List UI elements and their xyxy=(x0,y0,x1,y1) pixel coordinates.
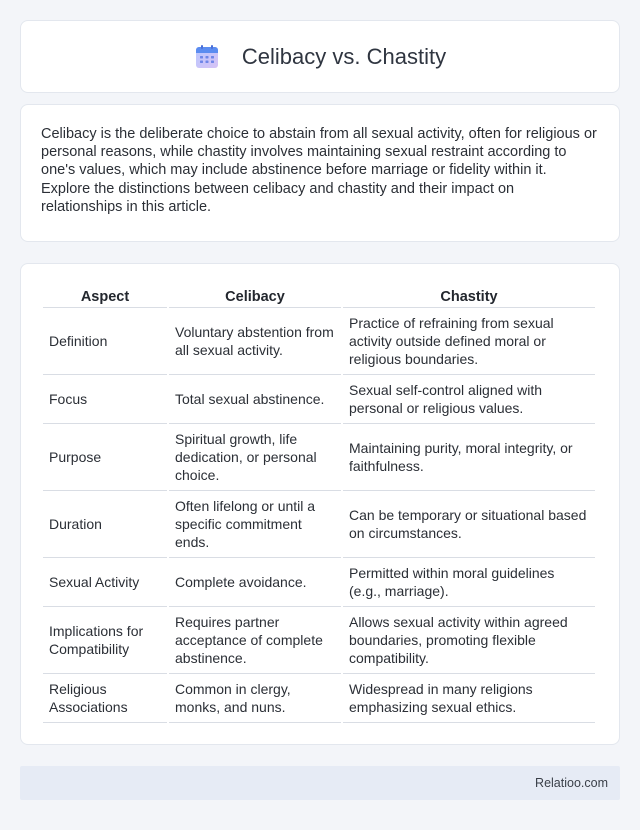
cell-chastity: Can be temporary or situational based on circumstances. xyxy=(343,491,595,558)
intro-card xyxy=(20,104,620,242)
cell-chastity: Widespread in many religions emphasizing sexual ethics. xyxy=(343,674,595,723)
table-row xyxy=(43,558,595,607)
cell-celibacy: Complete avoidance. xyxy=(169,558,341,607)
cell-chastity: Practice of refraining from sexual activity outside defined moral or religious boundaries. xyxy=(343,308,595,375)
table-row xyxy=(43,607,595,674)
column-header-chastity: Chastity xyxy=(343,284,595,308)
footer xyxy=(20,766,620,800)
comparison-card xyxy=(20,263,620,745)
intro-paragraph: Celibacy is the deliberate choice to abstain from all sexual activity, often for religious or personal reasons, while chastity involves maintaining sexual restraint according to one's values, which may include abstinence before marriage or fidelity within it. Explore the distinctions between celibacy and chastity and their impact on relationships in this article. xyxy=(41,126,597,215)
cell-celibacy: Requires partner acceptance of complete abstinence. xyxy=(169,607,341,674)
cell-aspect: Implications for Compatibility xyxy=(43,607,167,674)
footer-brand: Relatioo.com xyxy=(535,776,608,790)
cell-chastity: Sexual self-control aligned with personal or religious values. xyxy=(343,375,595,424)
column-header-celibacy: Celibacy xyxy=(169,284,341,308)
cell-chastity: Permitted within moral guidelines (e.g., marriage). xyxy=(343,558,595,607)
cell-celibacy: Often lifelong or until a specific commitment ends. xyxy=(169,491,341,558)
cell-aspect: Focus xyxy=(43,375,167,424)
title-card xyxy=(20,20,620,93)
table-row xyxy=(43,674,595,723)
table-header-row xyxy=(43,284,595,308)
cell-aspect: Purpose xyxy=(43,424,167,491)
cell-aspect: Definition xyxy=(43,308,167,375)
cell-aspect: Sexual Activity xyxy=(43,558,167,607)
column-header-aspect: Aspect xyxy=(43,284,167,308)
table-row xyxy=(43,424,595,491)
cell-celibacy: Spiritual growth, life dedication, or personal choice. xyxy=(169,424,341,491)
cell-celibacy: Total sexual abstinence. xyxy=(169,375,341,424)
table-row xyxy=(43,308,595,375)
cell-celibacy: Common in clergy, monks, and nuns. xyxy=(169,674,341,723)
page-title: Celibacy vs. Chastity xyxy=(241,43,447,69)
cell-celibacy: Voluntary abstention from all sexual activity. xyxy=(169,308,341,375)
table-row xyxy=(43,375,595,424)
title-bar xyxy=(21,21,619,92)
cell-chastity: Maintaining purity, moral integrity, or faithfulness. xyxy=(343,424,595,491)
cell-aspect: Religious Associations xyxy=(43,674,167,723)
cell-aspect: Duration xyxy=(43,491,167,558)
table-row xyxy=(43,491,595,558)
comparison-table xyxy=(41,284,597,723)
calendar-icon xyxy=(194,44,220,70)
cell-chastity: Allows sexual activity within agreed boundaries, promoting flexible compatibility. xyxy=(343,607,595,674)
